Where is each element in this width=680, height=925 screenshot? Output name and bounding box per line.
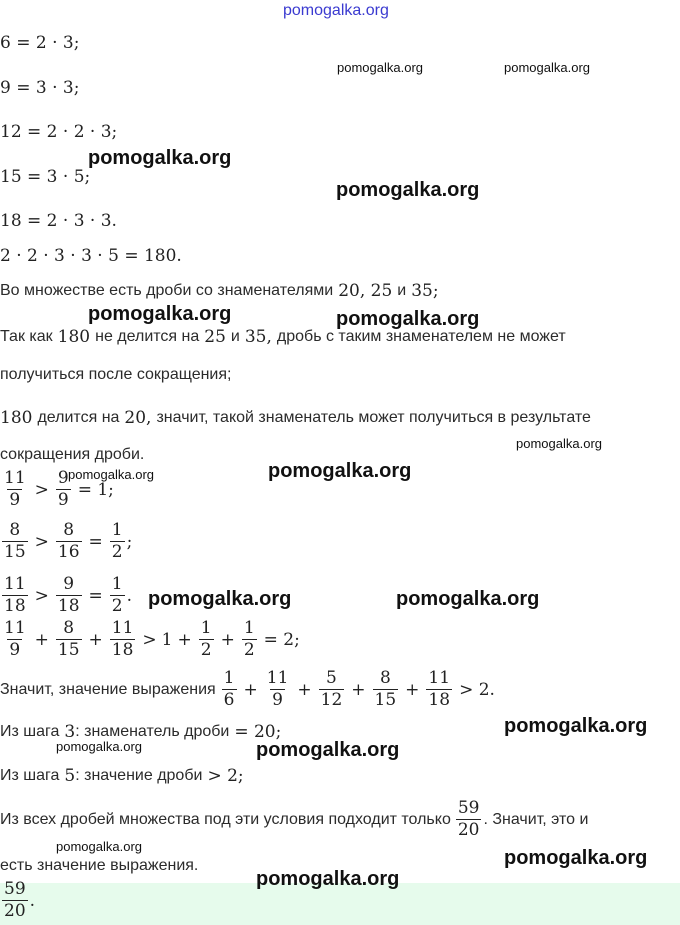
numerator: 11 (428, 668, 451, 688)
watermark: pomogalka.org (68, 467, 154, 482)
denominator: 9 (57, 490, 69, 510)
watermark: pomogalka.org (504, 715, 648, 737)
equation-line-4: 15 = 3 · 5; (0, 167, 91, 187)
since-text-mid: не делится на (95, 328, 200, 345)
plus-sign: + (177, 629, 192, 650)
fraction-59-20 (456, 800, 482, 839)
comparison-3 (0, 576, 132, 615)
since-line-2: получиться после сокращения; (0, 366, 232, 383)
gt-sign: > (142, 629, 157, 650)
denominator: 9 (9, 490, 21, 510)
since-25: 25 (204, 327, 226, 347)
expression (220, 670, 500, 709)
numerator: 11 (111, 618, 134, 638)
denominator: 15 (374, 690, 397, 710)
fraction-8-15 (373, 670, 399, 709)
answer-tail: . (29, 890, 36, 911)
divisible-text-post: значит, такой знаменатель может получиться в результате (156, 409, 591, 426)
watermark: pomogalka.org (56, 839, 142, 854)
numerator: 8 (379, 668, 391, 688)
since-35: 35, (244, 327, 272, 347)
numerator: 11 (4, 618, 26, 638)
denominator: 15 (57, 640, 80, 660)
expression-meaning-line (0, 670, 500, 709)
final-answer (0, 881, 35, 920)
numerator: 59 (457, 798, 480, 818)
numerator: 1 (111, 520, 123, 540)
watermark: pomogalka.org (88, 303, 232, 325)
since-text-pre: Так как (0, 328, 53, 345)
step-3-number: 3 (64, 722, 76, 742)
equation-tail: = 1; (77, 479, 114, 500)
plus-sign: + (297, 679, 312, 700)
denominator: 2 (243, 640, 255, 660)
step-5-text-post: : значение дроби (75, 767, 203, 784)
denominator: 18 (111, 640, 134, 660)
equation-tail: = 2; (263, 629, 300, 650)
equation-tail: > 2. (459, 679, 495, 700)
numerator: 1 (243, 618, 255, 638)
gt-sign: > (34, 531, 49, 552)
fraction-1-2 (242, 620, 257, 659)
watermark: pomogalka.org (256, 868, 400, 890)
watermark: pomogalka.org (504, 847, 648, 869)
plus-sign: + (220, 629, 235, 650)
denominator: 16 (57, 542, 80, 562)
numerator: 11 (4, 468, 26, 488)
watermark: pomogalka.org (148, 588, 292, 610)
equation-tail: ; (126, 531, 133, 552)
step-5-line (0, 766, 244, 786)
equation-line-2: 9 = 3 · 3; (0, 78, 80, 98)
watermark: pomogalka.org (56, 739, 142, 754)
denominators-and: и (397, 282, 407, 299)
watermark: pomogalka.org (504, 60, 590, 75)
numerator: 8 (63, 618, 75, 638)
numerator: 1 (223, 668, 235, 688)
denominator: 15 (4, 542, 26, 562)
plus-sign: + (243, 679, 258, 700)
conclusion-line-2: есть значение выражения. (0, 857, 199, 874)
since-text-post: дробь с таким знаменателем не может (276, 328, 566, 345)
equation-line-5: 18 = 2 · 3 · 3. (0, 211, 117, 231)
denominator: 9 (9, 640, 21, 660)
fraction-8-16 (56, 522, 82, 561)
numerator: 5 (326, 668, 337, 688)
fraction-11-9 (2, 470, 28, 509)
fraction-1-2 (110, 522, 125, 561)
expression-meaning-text: Значит, значение выражения (0, 680, 216, 698)
fraction-11-18 (426, 670, 452, 709)
denominator: 18 (4, 596, 26, 616)
fraction-1-2 (199, 620, 214, 659)
denominator: 9 (272, 690, 283, 710)
watermark: pomogalka.org (516, 436, 602, 451)
conclusion-line (0, 800, 588, 839)
divisible-180: 180 (0, 408, 33, 428)
denominator: 2 (111, 596, 123, 616)
equation-tail: . (126, 585, 133, 606)
denominator: 20 (4, 901, 26, 921)
numerator: 9 (63, 574, 75, 594)
numerator: 11 (266, 668, 289, 688)
fraction-9-18 (56, 576, 82, 615)
eq-sign: = (88, 585, 103, 606)
conclusion-text: Из всех дробей множества под эти условия подходит только (0, 810, 451, 828)
denominators-values: 20, 25 (338, 281, 393, 301)
watermark: pomogalka.org (337, 60, 423, 75)
plus-sign: + (88, 629, 103, 650)
fraction-8-15 (56, 620, 82, 659)
answer-fraction (2, 881, 28, 920)
watermark: pomogalka.org (268, 460, 412, 482)
watermark: pomogalka.org (336, 179, 480, 201)
denominator: 18 (57, 596, 80, 616)
since-line (0, 327, 566, 347)
fraction-11-9 (265, 670, 291, 709)
denominator: 20 (457, 820, 480, 840)
sum-comparison (0, 620, 305, 659)
watermark: pomogalka.org (256, 739, 400, 761)
step-5-number: 5 (64, 766, 76, 786)
denominators-text: Во множестве есть дроби со знаменателями (0, 282, 334, 299)
divisible-line (0, 408, 591, 428)
number-one: 1 (161, 629, 173, 650)
numerator: 11 (4, 574, 26, 594)
step-3-text-post: : знаменатель дроби (75, 723, 230, 740)
plus-sign: + (351, 679, 366, 700)
equation-line-3: 12 = 2 · 2 · 3; (0, 122, 118, 142)
numerator: 1 (111, 574, 123, 594)
divisible-20: 20, (124, 408, 152, 428)
watermark-top: pomogalka.org (283, 2, 389, 19)
plus-sign: + (405, 679, 420, 700)
denominators-line (0, 281, 439, 301)
plus-sign: + (34, 629, 49, 650)
gt-sign: > (34, 585, 49, 606)
since-and: и (230, 328, 240, 345)
numerator: 9 (57, 468, 69, 488)
step-3-value: = 20; (234, 722, 282, 742)
numerator: 8 (9, 520, 21, 540)
fraction-8-15 (2, 522, 28, 561)
watermark: pomogalka.org (396, 588, 540, 610)
divisible-line-2: сокращения дроби. (0, 446, 145, 463)
denominator: 6 (223, 690, 235, 710)
since-180: 180 (57, 327, 91, 347)
denominator: 2 (200, 640, 212, 660)
equation-line-1: 6 = 2 · 3; (0, 33, 80, 53)
fraction-11-9 (2, 620, 28, 659)
fraction-5-12 (319, 670, 345, 709)
denominator: 2 (111, 542, 123, 562)
numerator: 59 (4, 879, 26, 899)
numerator: 1 (200, 618, 212, 638)
fraction-11-18 (110, 620, 136, 659)
fraction-1-6 (222, 670, 237, 709)
comparison-2 (0, 522, 132, 561)
step-5-text: Из шага (0, 767, 60, 784)
step-3-text: Из шага (0, 723, 60, 740)
divisible-text-mid: делится на (37, 409, 120, 426)
watermark: pomogalka.org (88, 147, 232, 169)
denominators-last: 35; (411, 281, 439, 301)
numerator: 8 (63, 520, 75, 540)
denominator: 18 (428, 690, 451, 710)
equation-line-6: 2 · 2 · 3 · 3 · 5 = 180. (0, 246, 182, 266)
eq-sign: = (88, 531, 103, 552)
fraction-1-2 (110, 576, 125, 615)
watermark: pomogalka.org (336, 308, 480, 330)
step-5-value: > 2; (207, 766, 244, 786)
denominator: 12 (320, 690, 343, 710)
conclusion-text-post: . Значит, это и (483, 810, 589, 828)
fraction-11-18 (2, 576, 28, 615)
gt-sign: > (34, 479, 49, 500)
